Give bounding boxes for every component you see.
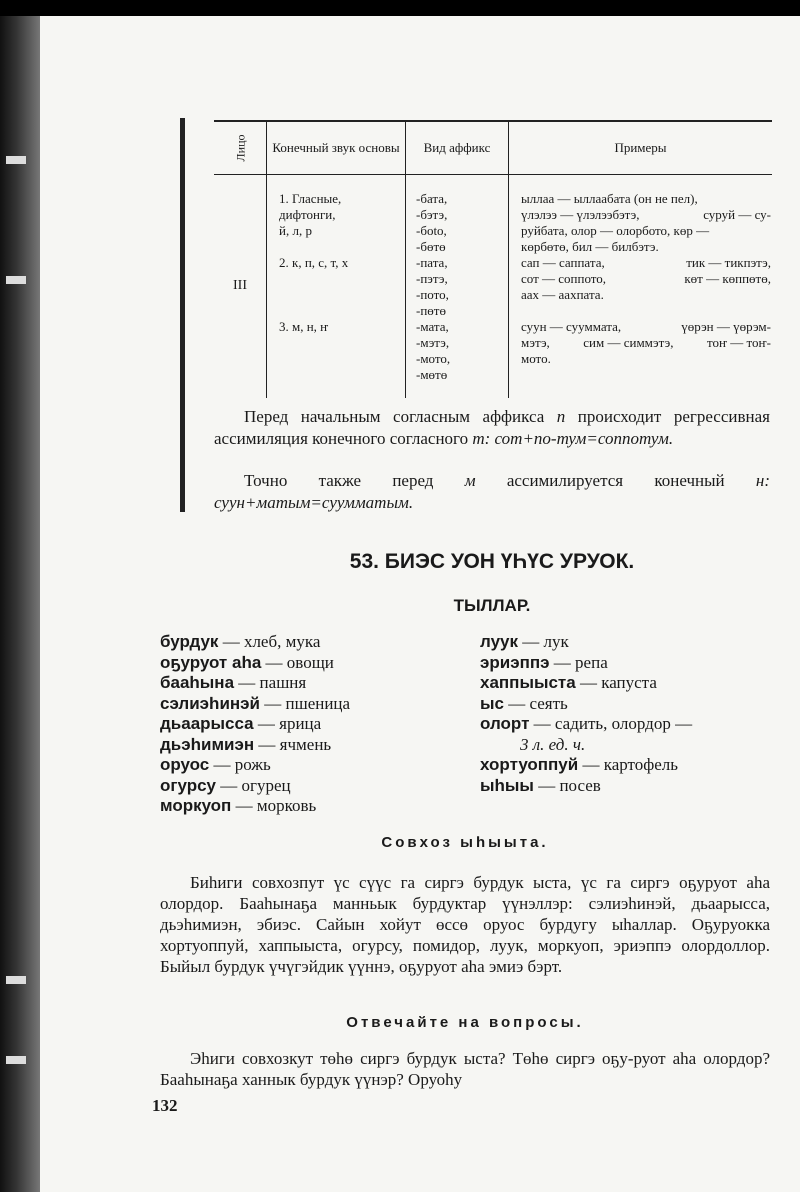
reading-text-title: Совхоз ыһыыта. (381, 834, 549, 851)
example-line: ыллаа — ыллаабата (он не пел), (521, 191, 698, 206)
vocab-item: оруос — рожь (160, 755, 271, 774)
vocab-item: оҕуруот аһа — овощи (160, 652, 334, 672)
reading-text-body: Биһиги совхозпут үс сүүс га сиргэ бурдук ыста, үс га сиргэ оҕуруот аһа олордор. Бааһынаҕа манньык бурдуктар үүнэллэр: сэлиэһинэй, дьаарысса, дьэһимиэн, эбиэс. Сайын хойут өссө оруос бурдугу ыһаллар. Оҕуруокка хортуоппуй, хаппыыста, огурсу, помидор, луук, моркуоп, эриэппэ олордоллор. Быйыл бурдук үчүгэйдик үүннэ, оҕуруот аһа эмиэ бэрт. (160, 873, 770, 976)
affix-line: -мэтэ, (416, 335, 450, 350)
header-examples: Примеры (509, 121, 773, 175)
header-person: Лицо (214, 121, 267, 175)
edge-mark (6, 1056, 26, 1064)
vocab-item: луук — лук (480, 632, 569, 651)
vocab-item: моркуоп — морковь (160, 796, 317, 815)
vocab-grammar-note: 3 л. ед. ч. (520, 734, 586, 754)
example-line: сот — соппото, көт — көппөтө, (521, 271, 771, 286)
vocab-item: дьаарысса — ярица (160, 714, 322, 733)
affix-cell (406, 175, 509, 399)
questions-title: Отвечайте на вопросы. (346, 1014, 584, 1031)
affix-line: -мата, (416, 319, 449, 334)
questions-body: Эһиги совхозкут төһө сиргэ бурдук ыста? Төһө сиргэ оҕу-руот аһа олордор? Бааһынаҕа ханнык бурдук үүнэр? Оруоһу (160, 1049, 770, 1089)
vocab-item: огурсу — огурец (160, 775, 291, 795)
vocab-list-right (480, 632, 692, 796)
assimilation-paragraph-2: Точно также перед м ассимилируется конечный н: суун+матым=сууммaтым. (214, 471, 770, 512)
vocab-item: дьэһимиэн — ячмень (160, 734, 332, 754)
affix-table (214, 120, 772, 398)
vocab-item: сэлиэһинэй — пшеница (160, 693, 351, 713)
example-line: сап — саппата, тик — тикпэтэ, (521, 255, 771, 270)
edge-mark (6, 276, 26, 284)
vocab-item: хортуоппуй — картофель (480, 755, 679, 774)
person-value: III (233, 278, 247, 293)
affix-line: -пата, (416, 255, 448, 270)
affix-line: -пөтө (416, 303, 446, 318)
example-line: үлэлээ — үлэлээбэтэ, суруй — су- (521, 207, 771, 222)
lesson-title: 53. БИЭС УОН ҮҺҮС УРУОК. (349, 550, 635, 573)
vocab-item: эриэппэ — репа (480, 652, 608, 672)
affix-line: -бэтэ, (416, 207, 448, 222)
affix-line: -пото, (416, 287, 449, 302)
book-spine-edge (0, 16, 40, 1192)
example-line: аах — аахпата. (521, 287, 604, 302)
assimilation-paragraph-1: Перед начальным согласным аффикса п происходит регрессивная ассимиляция конечного согласного т: сот+по-тум=соппотум. (214, 407, 770, 448)
vocab-item: ыс — сеять (480, 693, 568, 713)
margin-rule (180, 118, 185, 512)
vocab-item: бааһына — пашня (160, 673, 307, 692)
affix-line: -бата, (416, 191, 448, 206)
example-line: мэтэ, сим — симмэтэ, тоҥ — тоҥ- (521, 335, 771, 350)
vocab-item: ыһыы — посев (480, 775, 601, 795)
examples-cell (509, 175, 773, 399)
header-final-sound: Конечный звук основы (267, 121, 406, 175)
edge-mark (6, 976, 26, 984)
sound-line: й, л, р (279, 223, 312, 238)
final-sound-cell (267, 175, 406, 399)
affix-line: -мото, (416, 351, 451, 366)
vocab-list-left (160, 632, 350, 817)
words-heading: ТЫЛЛАР. (453, 596, 531, 615)
edge-mark (6, 156, 26, 164)
table-header-row (214, 121, 772, 175)
table-row (214, 175, 772, 399)
sound-line: 3. м, н, ҥ (279, 319, 329, 334)
vocab-item: бурдук — хлеб, мука (160, 632, 321, 651)
example-line: руйбата, олор — олорбото, көр — (521, 223, 710, 238)
example-line: мото. (521, 351, 551, 366)
example-line: суун — сууммата, үөрэн — үөрэм- (521, 319, 771, 334)
affix-line: -мөтө (416, 367, 448, 382)
page-number: 132 (152, 1096, 178, 1115)
example-line: көрбөтө, бил — билбэтэ. (521, 239, 659, 254)
sound-line: 1. Гласные, (279, 191, 342, 206)
sound-line: 2. к, п, с, т, х (279, 255, 349, 270)
vocab-item: олорт — садить, олордор — (480, 714, 693, 733)
affix-line: -боto, (416, 223, 447, 238)
affix-line: -бөтө (416, 239, 446, 254)
sound-line: дифтонги, (279, 207, 336, 222)
vocab-item: хаппыыста — капуста (480, 673, 657, 692)
header-affix-type: Вид аффикс (406, 121, 509, 175)
affix-line: -пэтэ, (416, 271, 448, 286)
